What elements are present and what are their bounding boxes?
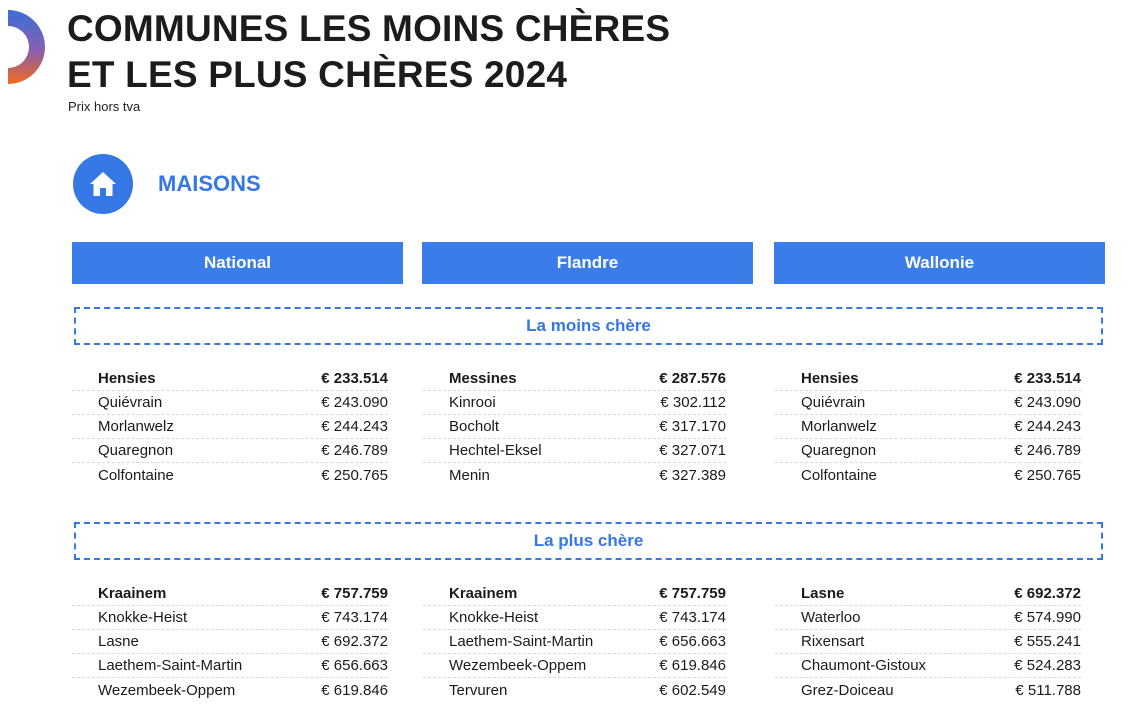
- commune-name: Quaregnon: [801, 442, 877, 459]
- commune-name: Colfontaine: [801, 466, 877, 484]
- commune-name: Morlanwelz: [801, 418, 877, 435]
- section-label: MAISONS: [158, 171, 261, 196]
- list-item: [775, 654, 1081, 678]
- expensive-flandre-list: [449, 582, 726, 702]
- commune-name: Laethem-Saint-Martin: [98, 657, 243, 674]
- commune-name: Hensies: [801, 370, 859, 387]
- price: € 327.071: [659, 442, 726, 459]
- list-item: [775, 630, 1081, 654]
- commune-name: Colfontaine: [98, 466, 174, 484]
- list-item: [423, 463, 726, 487]
- price: € 244.243: [1014, 418, 1081, 435]
- list-item: [72, 678, 388, 702]
- price: € 602.549: [659, 681, 726, 699]
- tab-flandre: Flandre: [422, 242, 753, 284]
- commune-name: Kraainem: [98, 585, 167, 602]
- commune-name: Menin: [449, 466, 490, 484]
- commune-name: Quiévrain: [801, 394, 866, 411]
- list-item: [423, 582, 726, 606]
- price: € 743.174: [321, 609, 388, 626]
- price: € 692.372: [1014, 585, 1081, 602]
- price: € 317.170: [659, 418, 726, 435]
- commune-name: Chaumont-Gistoux: [801, 657, 927, 674]
- price: € 692.372: [321, 633, 388, 650]
- commune-name: Hensies: [98, 370, 156, 387]
- price: € 233.514: [321, 370, 388, 387]
- commune-name: Knokke-Heist: [449, 609, 539, 626]
- list-item: [775, 439, 1081, 463]
- list-item: [423, 415, 726, 439]
- cheapest-flandre-list: [449, 367, 726, 487]
- cheapest-wallonie-list: [801, 367, 1081, 487]
- page-title: [67, 6, 670, 98]
- price: € 246.789: [1014, 442, 1081, 459]
- price: € 243.090: [321, 394, 388, 411]
- most-expensive-banner: La plus chère: [74, 522, 1103, 560]
- price: € 250.765: [321, 466, 388, 484]
- price: € 243.090: [1014, 394, 1081, 411]
- price: € 619.846: [321, 681, 388, 699]
- list-item: [72, 439, 388, 463]
- list-item: [423, 439, 726, 463]
- commune-name: Lasne: [98, 633, 139, 650]
- commune-name: Kinrooi: [449, 394, 496, 411]
- price: € 757.759: [659, 585, 726, 602]
- list-item: [72, 582, 388, 606]
- cheapest-national-list: [98, 367, 388, 487]
- commune-name: Wezembeek-Oppem: [98, 681, 236, 699]
- cheapest-banner: La moins chère: [74, 307, 1103, 345]
- list-item: [775, 367, 1081, 391]
- price: € 656.663: [321, 657, 388, 674]
- commune-name: Quiévrain: [98, 394, 163, 411]
- commune-name: Morlanwelz: [98, 418, 174, 435]
- list-item: [423, 606, 726, 630]
- expensive-wallonie-list: [801, 582, 1081, 702]
- tab-national: National: [72, 242, 403, 284]
- commune-name: Bocholt: [449, 418, 500, 435]
- price: € 555.241: [1014, 633, 1081, 650]
- commune-name: Messines: [449, 370, 517, 387]
- list-item: [423, 630, 726, 654]
- expensive-national-list: [98, 582, 388, 702]
- list-item: [775, 463, 1081, 487]
- price: € 250.765: [1014, 466, 1081, 484]
- list-item: [72, 367, 388, 391]
- list-item: [423, 391, 726, 415]
- price: € 619.846: [659, 657, 726, 674]
- price: € 757.759: [321, 585, 388, 602]
- home-icon: [88, 170, 118, 198]
- list-item: [775, 582, 1081, 606]
- list-item: [775, 678, 1081, 702]
- home-icon-badge: [73, 154, 133, 214]
- list-item: [72, 415, 388, 439]
- title-line-1: COMMUNES LES MOINS CHÈRES: [67, 8, 671, 49]
- price: € 524.283: [1014, 657, 1081, 674]
- list-item: [775, 415, 1081, 439]
- price: € 233.514: [1014, 370, 1081, 387]
- commune-name: Kraainem: [449, 585, 518, 602]
- commune-name: Knokke-Heist: [98, 609, 188, 626]
- list-item: [72, 654, 388, 678]
- subtitle: Prix hors tva: [68, 99, 141, 114]
- tab-wallonie: Wallonie: [774, 242, 1105, 284]
- price: € 244.243: [321, 418, 388, 435]
- price: € 246.789: [321, 442, 388, 459]
- list-item: [72, 391, 388, 415]
- price: € 574.990: [1014, 609, 1081, 626]
- commune-name: Waterloo: [801, 609, 861, 626]
- list-item: [423, 654, 726, 678]
- commune-name: Hechtel-Eksel: [449, 442, 542, 459]
- price: € 511.788: [1015, 681, 1081, 699]
- title-line-2: ET LES PLUS CHÈRES 2024: [67, 54, 568, 95]
- list-item: [423, 367, 726, 391]
- list-item: [72, 606, 388, 630]
- commune-name: Rixensart: [801, 633, 865, 650]
- commune-name: Tervuren: [449, 681, 508, 699]
- list-item: [72, 630, 388, 654]
- commune-name: Grez-Doiceau: [801, 681, 894, 699]
- price: € 327.389: [659, 466, 726, 484]
- price: € 302.112: [660, 394, 726, 411]
- price: € 656.663: [659, 633, 726, 650]
- commune-name: Lasne: [801, 585, 845, 602]
- price: € 743.174: [659, 609, 726, 626]
- commune-name: Quaregnon: [98, 442, 174, 459]
- list-item: [775, 391, 1081, 415]
- list-item: [72, 463, 388, 487]
- commune-name: Wezembeek-Oppem: [449, 657, 587, 674]
- list-item: [423, 678, 726, 702]
- brand-logo: [0, 8, 48, 86]
- commune-name: Laethem-Saint-Martin: [449, 633, 594, 650]
- list-item: [775, 606, 1081, 630]
- price: € 287.576: [659, 370, 726, 387]
